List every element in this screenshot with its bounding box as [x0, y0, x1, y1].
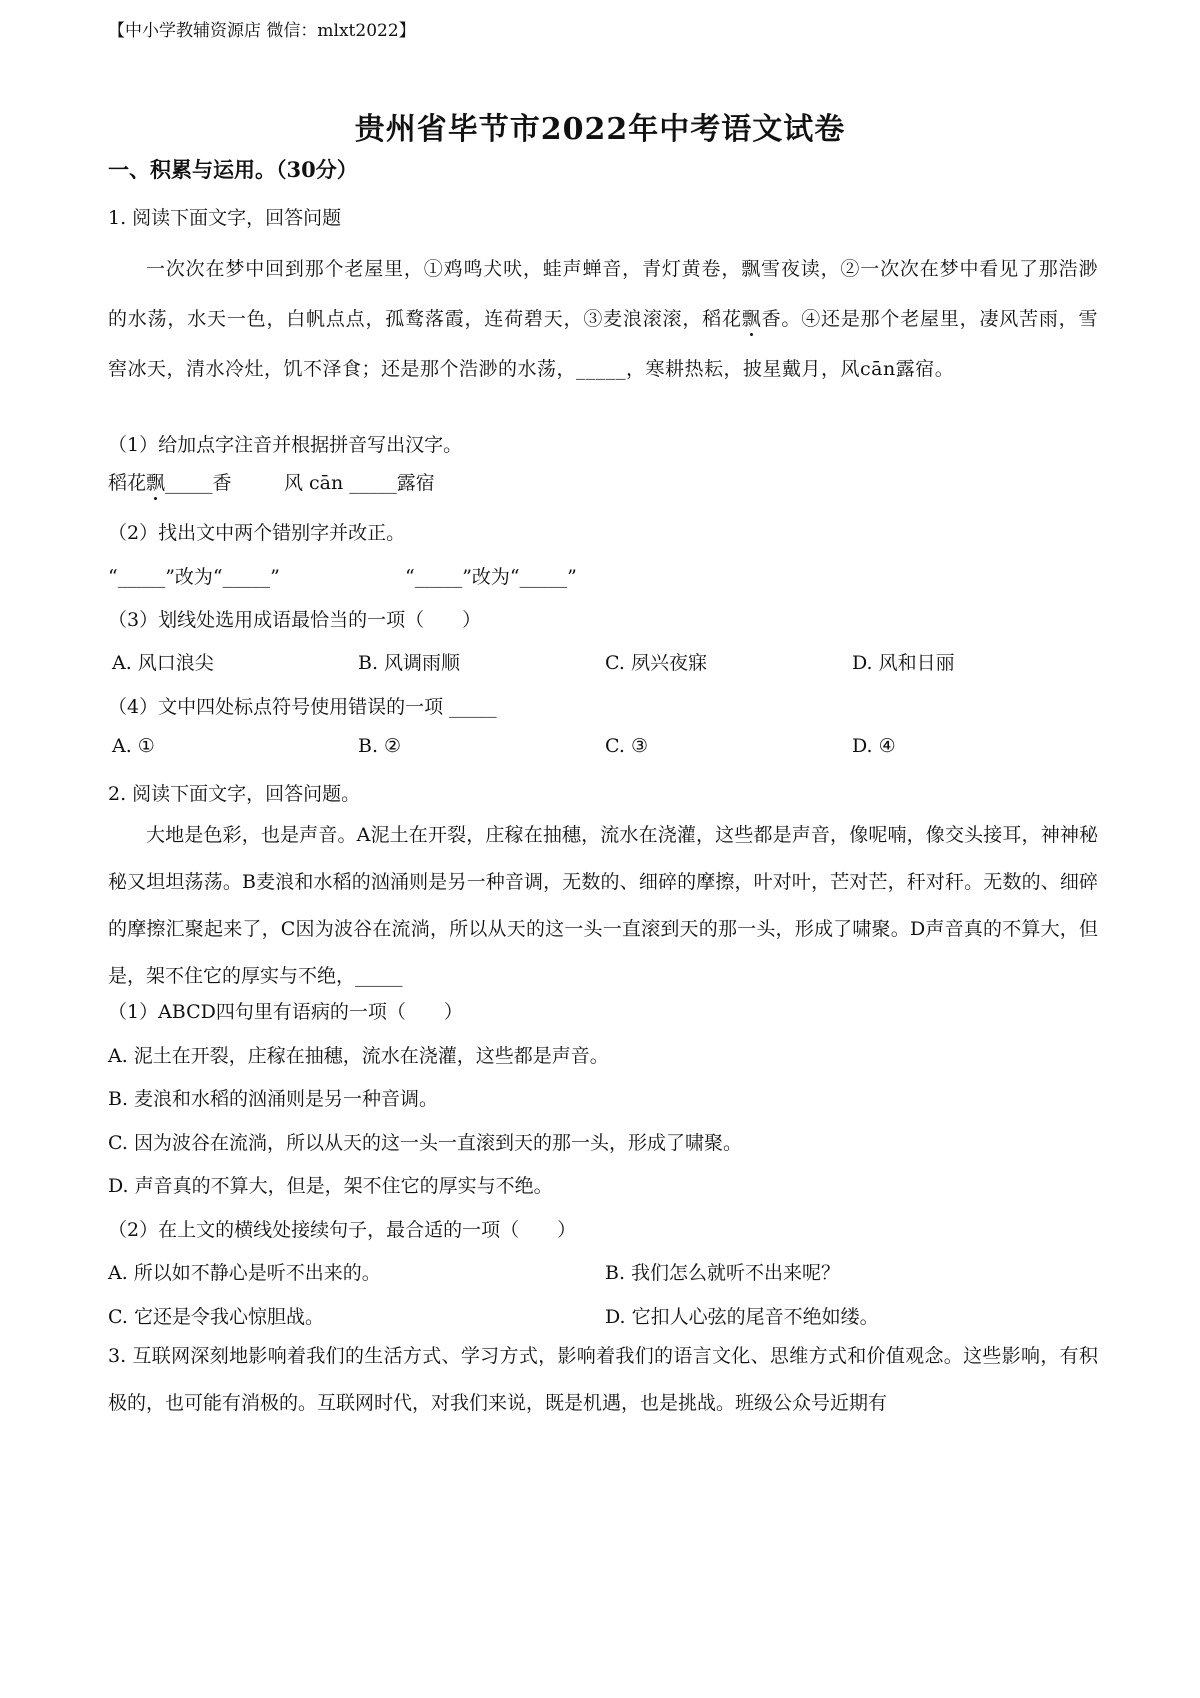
watermark-header: 【中小学教辅资源店 微信：mlxt2022】 — [108, 21, 416, 41]
q1-passage-part-a: 一次次在梦中回到那个老屋里，①鸡鸣犬吠，蛙声蝉音，青灯黄卷，飘雪夜读，②一次次在梦中看见了那浩渺的水荡，水天一色，白帆点点，孤鹜落霞，连荷碧天，③麦浪滚滚，稻花 — [108, 258, 1098, 330]
q2-sub1: （1）ABCD四句里有语病的一项（ ） — [108, 1001, 463, 1023]
page-title: 贵州省毕节市2022年中考语文试卷 — [354, 112, 846, 147]
q1-sub2-blank-b: “_____”改为“_____” — [405, 566, 577, 588]
q1-sub4-option-a: A. ① — [112, 735, 155, 757]
q1-sub3-option-d: D. 风和日丽 — [852, 652, 955, 674]
q1-sub3-option-b: B. 风调雨顺 — [358, 652, 461, 674]
q1-passage-part-b: 香。④还是那个老屋里，凄风苦雨，雪窖冰天，清水冷灶，饥不泽食；还是那个浩渺的水荡，_____，寒耕热耘，披星戴月，风cān露宿。 — [108, 308, 1098, 380]
q1-sub2-blank-a: “_____”改为“_____” — [108, 566, 280, 588]
q2-sub1-option-b: B. 麦浪和水稻的汹涌则是另一种音调。 — [108, 1088, 439, 1110]
q1-sub3: （3）划线处选用成语最恰当的一项（ ） — [108, 609, 482, 631]
q1-dotted-char: 飘 — [741, 308, 762, 330]
q1-sub4-option-c: C. ③ — [605, 735, 648, 757]
q2-passage: 大地是色彩，也是声音。A泥土在开裂，庄稼在抽穗，流水在浇灌，这些都是声音，像呢喃，像交头接耳，神神秘秘又坦坦荡荡。B麦浪和水稻的汹涌则是另一种音调，无数的、细碎的摩擦，叶对叶，芒对芒，秆对秆。无数的、细碎的摩擦汇聚起来了，C因为波谷在流淌，所以从天的这一头一直滚到天的那一头，形成了啸聚。D声音真的不算大，但是，架不住它的厚实与不绝，_____ — [108, 824, 1098, 987]
q3-text: 3. 互联网深刻地影响着我们的生活方式、学习方式，影响着我们的语言文化、思维方式和价值观念。这些影响，有积极的，也可能有消极的。互联网时代，对我们来说，既是机遇，也是挑战。班级公众号近期有 — [108, 1345, 1098, 1414]
q1-sub1-blank-b: 风 cān _____露宿 — [284, 472, 435, 494]
q1-sub1-a-post: _____香 — [165, 472, 232, 494]
q2-sub1-option-d: D. 声音真的不算大，但是，架不住它的厚实与不绝。 — [108, 1175, 553, 1197]
q1-sub3-option-a: A. 风口浪尖 — [112, 652, 214, 674]
section-heading: 一、积累与运用。（30分） — [108, 157, 358, 182]
q1-sub3-option-c: C. 夙兴夜寐 — [605, 652, 707, 674]
q2-sub2: （2）在上文的横线处接续句子，最合适的一项（ ） — [108, 1219, 577, 1241]
q1-stem: 1. 阅读下面文字，回答问题 — [108, 207, 342, 229]
q1-sub4: （4）文中四处标点符号使用错误的一项 _____ — [108, 696, 497, 718]
q1-sub1: （1）给加点字注音并根据拼音写出汉字。 — [108, 434, 463, 456]
q2-stem: 2. 阅读下面文字，回答问题。 — [108, 783, 361, 805]
q1-sub1-a-pre: 稻花 — [108, 472, 147, 494]
q1-sub1-a-dot: 飘 — [146, 472, 166, 494]
q1-sub4-option-d: D. ④ — [852, 735, 896, 757]
q2-sub2-option-d: D. 它扣人心弦的尾音不绝如缕。 — [605, 1306, 879, 1328]
q1-passage — [108, 244, 1098, 394]
q2-sub2-option-c: C. 它还是令我心惊胆战。 — [108, 1306, 324, 1328]
q2-sub2-option-b: B. 我们怎么就听不出来呢？ — [605, 1262, 841, 1284]
q1-sub4-option-b: B. ② — [358, 735, 402, 757]
q2-sub1-option-a: A. 泥土在开裂，庄稼在抽穗，流水在浇灌，这些都是声音。 — [108, 1045, 609, 1067]
q1-sub1-blank-a — [108, 468, 232, 495]
q1-sub2: （2）找出文中两个错别字并改正。 — [108, 522, 406, 544]
q2-sub1-option-c: C. 因为波谷在流淌，所以从天的这一头一直滚到天的那一头，形成了啸聚。 — [108, 1132, 742, 1154]
q2-sub2-option-a: A. 所以如不静心是听不出来的。 — [108, 1262, 381, 1284]
